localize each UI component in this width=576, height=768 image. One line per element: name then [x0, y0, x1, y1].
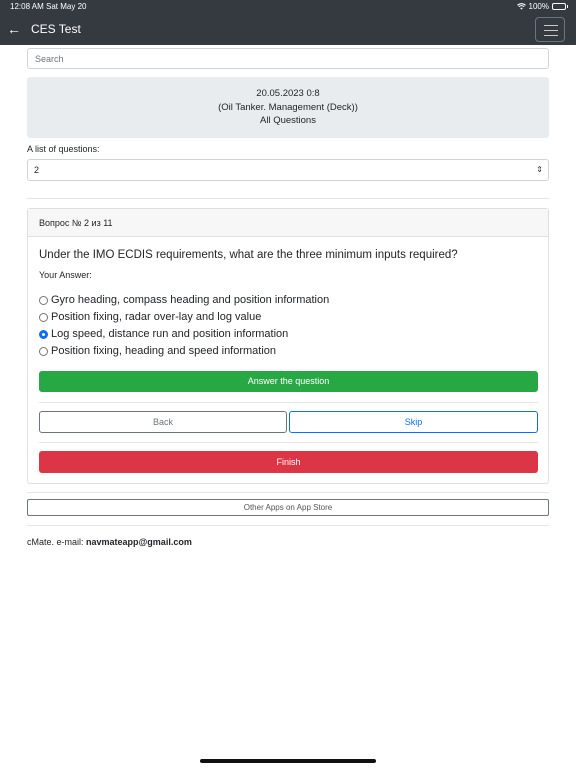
question-text: Under the IMO ECDIS requirements, what are the three minimum inputs required?	[39, 249, 458, 261]
divider	[39, 402, 538, 403]
status-time: 12:08 AM	[10, 2, 44, 11]
test-subject: (Oil Tanker. Management (Deck))	[218, 101, 358, 113]
footer	[27, 536, 192, 548]
finish-button[interactable]: Finish	[39, 451, 538, 473]
status-date: Sat May 20	[46, 2, 87, 11]
divider	[27, 492, 549, 493]
arrow-left-icon[interactable]: ←	[7, 21, 21, 37]
answer-question-button[interactable]: Answer the question	[39, 371, 538, 392]
contact-email[interactable]: navmateapp@gmail.com	[86, 537, 192, 547]
status-bar	[0, 0, 576, 14]
status-right	[517, 2, 566, 11]
footer-label: cMate. e-mail:	[27, 537, 87, 547]
test-info-panel	[27, 77, 549, 138]
answer-option[interactable]	[39, 327, 288, 341]
answer-option-text: Log speed, distance run and position information	[51, 328, 289, 340]
wifi-icon	[517, 3, 526, 10]
radio-button[interactable]	[39, 296, 48, 305]
battery-icon	[552, 3, 566, 10]
test-datetime: 20.05.2023 0:8	[256, 88, 320, 99]
answer-option-text: Position fixing, radar over-lay and log value	[51, 311, 262, 323]
divider	[27, 198, 549, 199]
question-select[interactable]	[27, 159, 549, 181]
divider	[39, 442, 538, 443]
home-indicator[interactable]	[200, 759, 376, 763]
your-answer-label: Your Answer:	[39, 270, 92, 280]
page-title: CES Test	[31, 22, 81, 36]
answer-option-text: Position fixing, heading and speed information	[51, 345, 277, 357]
answer-option[interactable]	[39, 310, 261, 324]
updown-chevron-icon: ⇕	[536, 165, 543, 174]
radio-button-selected[interactable]	[39, 330, 48, 339]
skip-button[interactable]: Skip	[289, 411, 538, 433]
back-button[interactable]: Back	[39, 411, 287, 433]
question-list-label: A list of questions:	[27, 144, 100, 154]
test-scope: All Questions	[260, 115, 316, 126]
navbar	[0, 14, 576, 45]
answer-option[interactable]	[39, 293, 329, 307]
question-select-value: 2	[34, 165, 40, 175]
radio-button[interactable]	[39, 347, 48, 356]
search-input[interactable]	[27, 48, 549, 69]
other-apps-button[interactable]: Other Apps on App Store	[27, 499, 549, 516]
hamburger-menu-icon[interactable]	[535, 17, 565, 42]
battery-percent: 100%	[528, 2, 549, 11]
answer-option-text: Gyro heading, compass heading and position information	[51, 294, 330, 306]
question-card	[27, 208, 549, 484]
divider	[27, 525, 549, 526]
question-counter: Вопрос № 2 из 11	[28, 209, 548, 237]
answer-option[interactable]	[39, 344, 276, 358]
radio-button[interactable]	[39, 313, 48, 322]
